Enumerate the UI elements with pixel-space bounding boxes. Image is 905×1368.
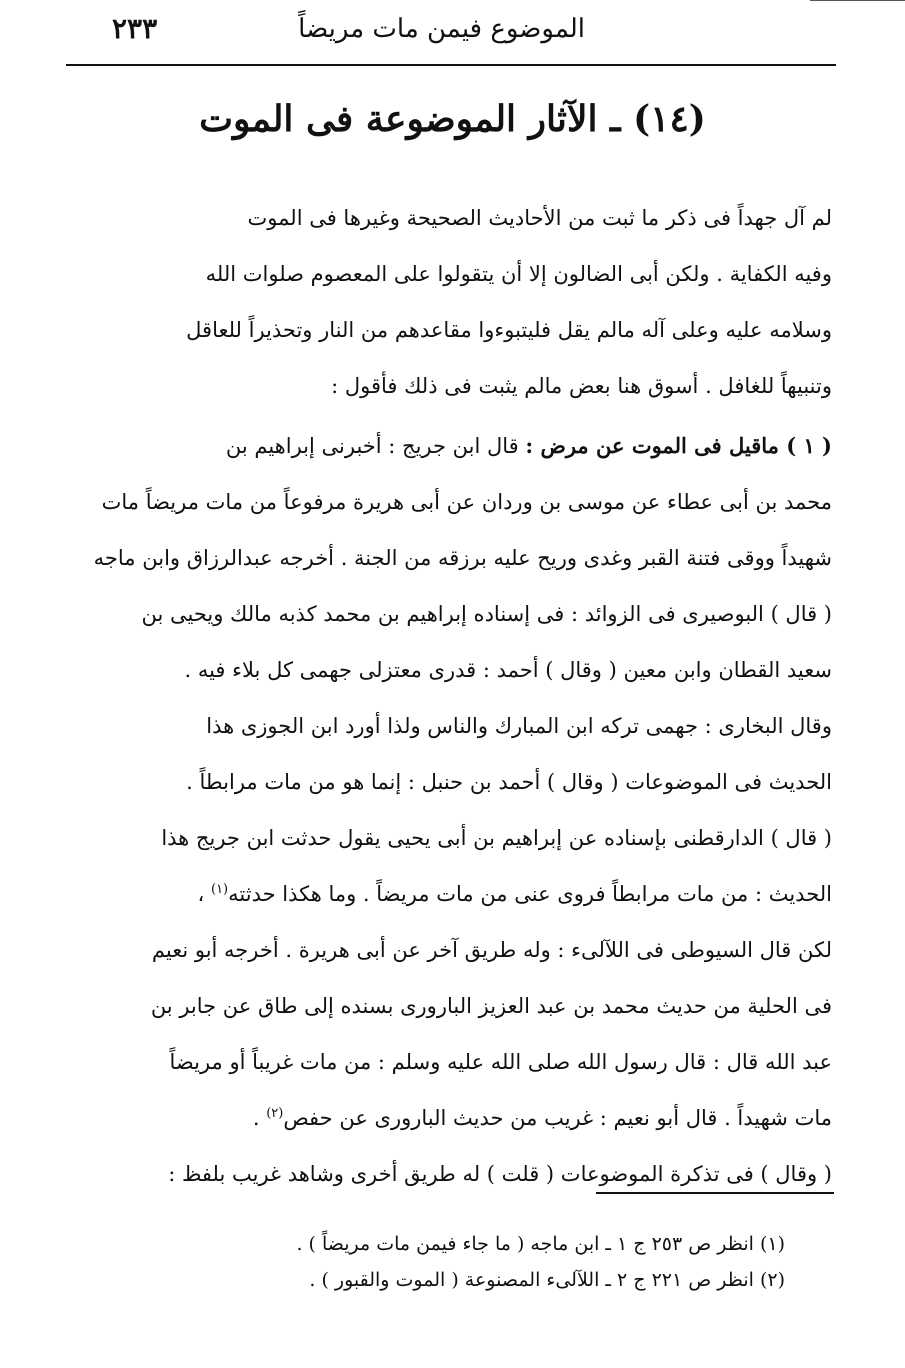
text-line: وتنبيهاً للغافل . أسوق هنا بعض مالم يثبت فى ذلك فأقول :: [331, 374, 832, 398]
corner-rule: [810, 0, 905, 1]
text-line: لكن قال السيوطى فى اللآلىء : وله طريق آخر عن أبى هريرة . أخرجه أبو نعيم: [151, 938, 832, 962]
text-segment: مات شهيداً . قال أبو نعيم : غريب من حديث البارورى عن حفص: [283, 1106, 832, 1130]
text-segment: قال ابن جريج : أخبرنى إبراهيم بن: [225, 434, 526, 458]
text-line: ( قال ) البوصيرى فى الزوائد : فى إسناده إبراهيم بن محمد كذبه مالك ويحيى بن: [141, 602, 832, 626]
text-line: ( قال ) الدارقطنى بإسناده عن إبراهيم بن أبى يحيى يقول حدثت ابن جريج هذا: [161, 826, 832, 850]
intro-paragraph: [80, 190, 832, 414]
text-line: فى الحلية من حديث محمد بن عبد العزيز البارورى بسنده إلى طاق عن جابر بن: [150, 994, 832, 1018]
text-line: الحديث فى الموضوعات ( وقال ) أحمد بن حنبل : إنما هو من مات مرابطاً .: [186, 770, 832, 794]
hadith-paragraph: [80, 418, 832, 1202]
text-segment: ،: [197, 882, 211, 906]
text-line: [80, 418, 832, 474]
text-line: شهيداً ووقى فتنة القبر وغدى وريح عليه برزقه من الجنة . أخرجه عبدالرزاق وابن ماجه: [93, 546, 832, 570]
footnotes: [165, 1226, 785, 1298]
footnote-rule: [596, 1192, 834, 1194]
text-line: ( وقال ) فى تذكرة الموضوعات ( قلت ) له طريق أخرى وشاهد غريب بلفظ :: [168, 1162, 832, 1186]
chapter-title: (١٤) ـ الآثار الموضوعة فى الموت: [199, 98, 706, 140]
section-lead: ( ١ ) ماقيل فى الموت عن مرض :: [525, 433, 832, 458]
footnote: (١) انظر ص ٢٥٣ ج ١ ـ ابن ماجه ( ما جاء فيمن مات مريضاً ) .: [296, 1233, 785, 1255]
text-line: [80, 1090, 832, 1146]
footnote-reference: (١): [210, 882, 229, 897]
text-line: وفيه الكفاية . ولكن أبى الضالون إلا أن يتقولوا على المعصوم صلوات الله: [205, 262, 832, 286]
text-line: لم آل جهداً فى ذكر ما ثبت من الأحاديث الصحيحة وغيرها فى الموت: [247, 206, 832, 230]
footnote: (٢) انظر ص ٢٢١ ج ٢ ـ اللآلىء المصنوعة ( الموت والقبور ) .: [309, 1269, 785, 1291]
text-line: محمد بن أبى عطاء عن موسى بن وردان عن أبى هريرة مرفوعاً من مات مريضاً مات: [101, 490, 832, 514]
page-number: ٢٣٣: [112, 12, 158, 45]
text-segment: .: [252, 1106, 267, 1130]
text-segment: الحديث : من مات مرابطاً فروى عنى من مات مريضاً . وما هكذا حدثته: [228, 882, 832, 906]
running-title: الموضوع فيمن مات مريضاً: [298, 14, 585, 44]
text-line: [80, 866, 832, 922]
text-line: سعيد القطان وابن معين ( وقال ) أحمد : قدرى معتزلى جهمى كل بلاء فيه .: [184, 658, 832, 682]
header-rule: [66, 64, 836, 66]
text-line: عبد الله قال : قال رسول الله صلى الله عليه وسلم : من مات غريباً أو مريضاً: [169, 1050, 832, 1074]
footnote-reference: (٢): [266, 1106, 284, 1121]
text-line: وقال البخارى : جهمى تركه ابن المبارك والناس ولذا أورد ابن الجوزى هذا: [206, 714, 832, 738]
text-line: وسلامه عليه وعلى آله مالم يقل فليتبوءوا مقاعدهم من النار وتحذيراً للعاقل: [186, 318, 832, 342]
